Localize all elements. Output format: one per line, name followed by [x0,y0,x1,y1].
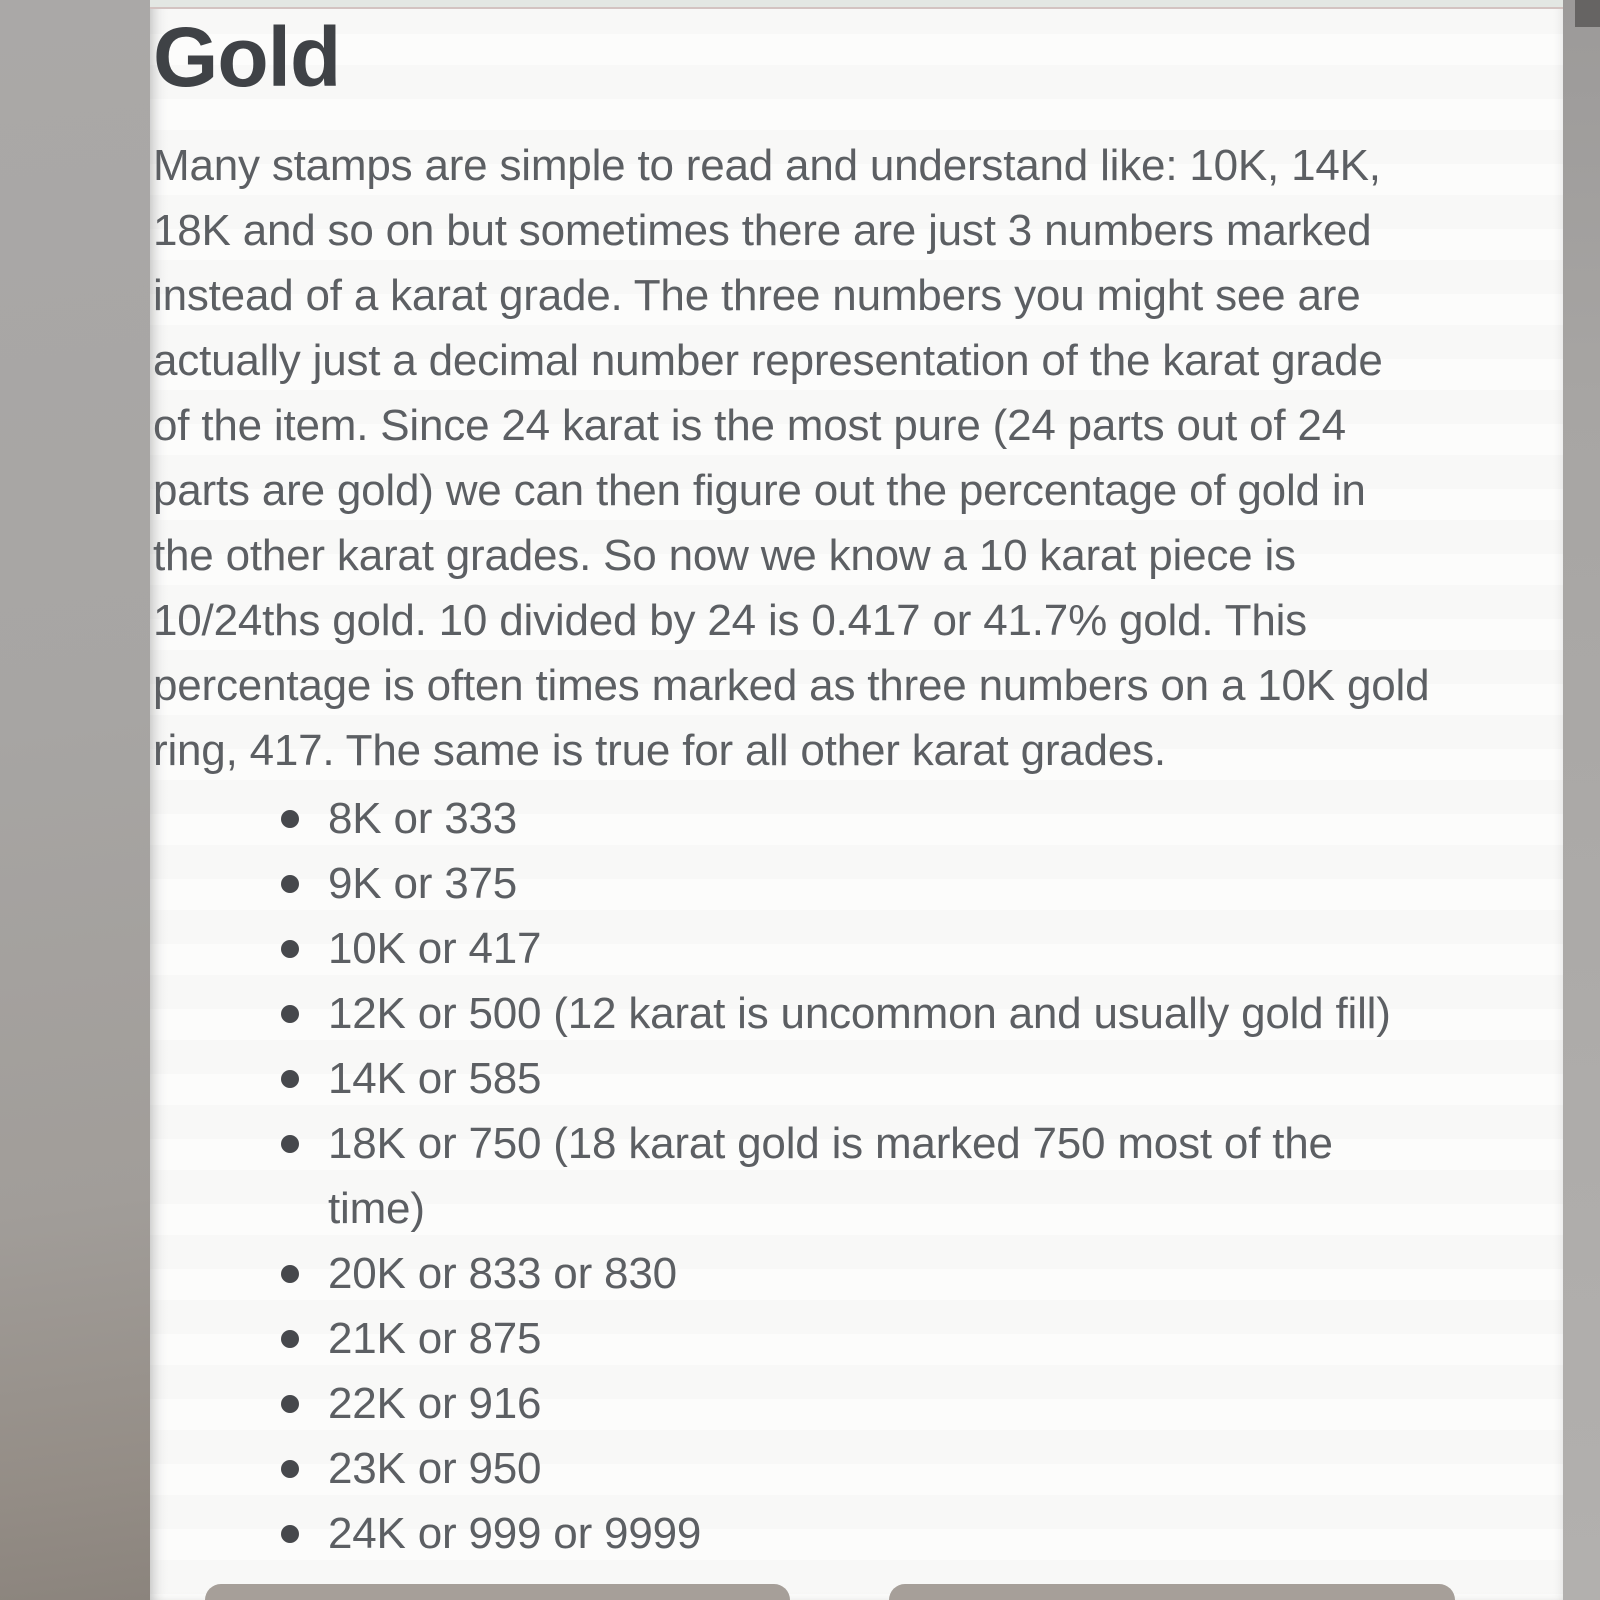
list-item: 24K or 999 or 9999 [281,1501,1563,1566]
list-item: 8K or 333 [281,786,1563,851]
page-title: Gold [153,10,341,104]
list-item: 21K or 875 [281,1306,1563,1371]
bottom-left-button[interactable] [205,1584,790,1600]
paragraph-line: parts are gold) we can then figure out the percentage of gold in [153,466,1366,515]
paragraph-line: actually just a decimal number representation of the karat grade [153,336,1383,385]
list-item: 22K or 916 [281,1371,1563,1436]
paragraph-line: of the item. Since 24 karat is the most pure (24 parts out of 24 [153,401,1346,450]
document-page [150,0,1563,1600]
list-item: 14K or 585 [281,1046,1563,1111]
list-item: 20K or 833 or 830 [281,1241,1563,1306]
photo-corner-shadow [1575,0,1600,27]
page-top-edge [150,0,1563,9]
paragraph-line: the other karat grades. So now we know a 10 karat piece is [153,531,1296,580]
karat-grade-list [281,786,1563,1566]
list-item: 12K or 500 (12 karat is uncommon and usually gold fill) [281,981,1563,1046]
list-item: 23K or 950 [281,1436,1563,1501]
paragraph-line: Many stamps are simple to read and understand like: 10K, 14K, [153,141,1381,190]
photo-right-margin [1563,0,1600,1600]
paragraph-line: percentage is often times marked as three numbers on a 10K gold [153,661,1430,710]
bottom-right-button[interactable] [889,1584,1455,1600]
list-item: 18K or 750 (18 karat gold is marked 750 most of the time) [281,1111,1563,1241]
paragraph-line: ring, 417. The same is true for all other karat grades. [153,726,1166,775]
intro-paragraph [153,133,1563,783]
list-item: 9K or 375 [281,851,1563,916]
paragraph-line: 10/24ths gold. 10 divided by 24 is 0.417 or 41.7% gold. This [153,596,1307,645]
paragraph-line: 18K and so on but sometimes there are just 3 numbers marked [153,206,1372,255]
photo-left-margin [0,0,150,1600]
list-item: 10K or 417 [281,916,1563,981]
paragraph-line: instead of a karat grade. The three numbers you might see are [153,271,1361,320]
